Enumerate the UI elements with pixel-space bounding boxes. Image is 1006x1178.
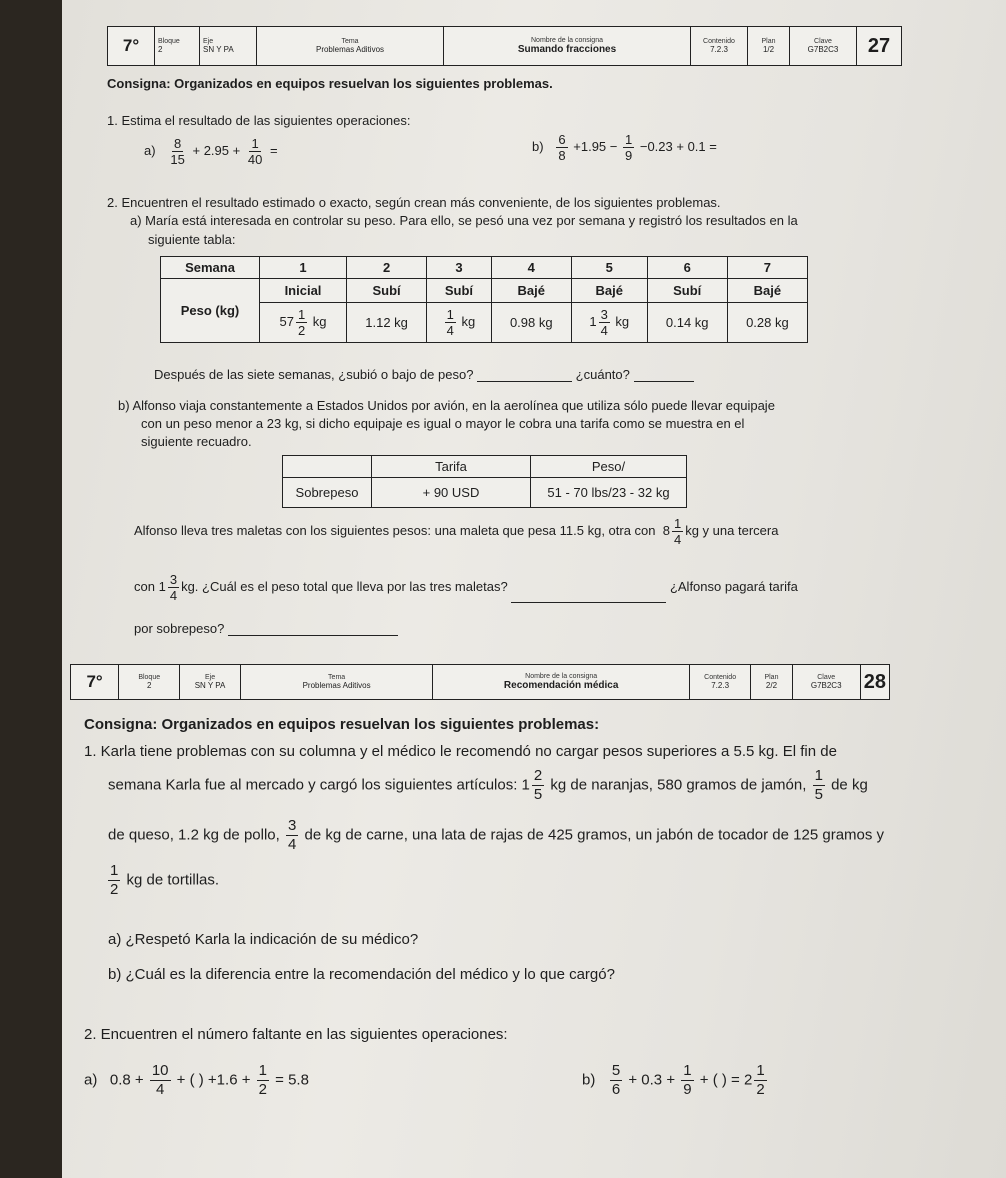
week-number: 5 — [571, 257, 647, 279]
grade-value: 7° — [122, 36, 140, 55]
sobrepeso-peso: 51 - 70 lbs/23 - 32 kg — [531, 478, 687, 508]
karla-question-a: a) ¿Respetó Karla la indicación de su médico? — [108, 931, 419, 948]
problem-2-text: 2. Encuentren el número faltante en las siguientes operaciones: — [84, 1026, 508, 1043]
denominator: 40 — [247, 152, 263, 167]
fraction — [246, 136, 264, 167]
contenido-label: Contenido — [703, 38, 735, 45]
denominator: 2 — [756, 1081, 765, 1098]
weight-question: Después de las siete semanas, ¿subió o bajo de peso? — [154, 367, 474, 382]
week-2-weight: 1.12 kg — [347, 303, 427, 343]
operation-1b — [532, 132, 717, 163]
question-2-text: 2. Encuentren el resultado estimado o exacto, según crean más conveniente, de los siguientes problemas. — [107, 195, 721, 210]
week-action: Subí — [427, 279, 492, 303]
alfonso-tarifa-question: ¿Alfonso pagará tarifa — [669, 578, 798, 594]
week-action: Subí — [647, 279, 727, 303]
fraction — [532, 767, 544, 804]
week-action: Bajé — [491, 279, 571, 303]
bloque-value: 2 — [158, 45, 163, 54]
op-2a-middle: + ( ) +1.6 + — [176, 1071, 251, 1089]
karla-text-end: de kg de carne, una lata de rajas de 425 gramos, un jabón de tocador de 125 gramos y — [304, 826, 885, 844]
numerator: 1 — [110, 862, 119, 879]
numerator: 1 — [683, 1062, 692, 1079]
week-number: 6 — [647, 257, 727, 279]
fraction — [754, 1062, 766, 1099]
op-2a-end: = 5.8 — [275, 1071, 309, 1089]
fraction — [296, 307, 307, 338]
plan-value: 2/2 — [765, 681, 778, 690]
peso-header: Peso/ — [531, 456, 687, 478]
week-3-weight — [427, 303, 492, 343]
clave-value: G7B2C3 — [807, 45, 839, 54]
karla-line1: 1. Karla tiene problemas con su columna y el médico le recomendó no cargar pesos superiores a 5.5 kg. El fin de — [84, 743, 837, 760]
karla-question-b: b) ¿Cuál es la diferencia entre la recomendación del médico y lo que cargó? — [108, 966, 615, 983]
worksheet-page — [62, 0, 1006, 1178]
op-2a-label: a) — [84, 1071, 98, 1089]
bloque-label: Bloque — [138, 674, 161, 681]
problem-2b-line3: siguiente recuadro. — [141, 434, 252, 449]
operation-1a — [144, 136, 278, 167]
op-2b-middle: + 0.3 + — [628, 1071, 676, 1089]
week-action: Inicial — [260, 279, 347, 303]
whole-part: 1 — [158, 578, 166, 594]
denominator: 4 — [673, 532, 682, 547]
unit: kg — [461, 313, 476, 329]
problem-2a-line1: a) María está interesada en controlar su peso. Para ello, se pesó una vez por semana y registró los resultados en la — [130, 213, 798, 228]
numerator: 2 — [533, 767, 543, 784]
denominator: 4 — [287, 836, 297, 853]
tarifa-header: Tarifa — [372, 456, 531, 478]
answer-blank[interactable] — [634, 381, 694, 382]
alfonso-line2 — [134, 572, 798, 603]
denominator: 4 — [446, 323, 454, 338]
contenido-label: Contenido — [704, 674, 737, 681]
op-2b-middle-2: + ( ) = 2 — [699, 1071, 753, 1089]
tema-value: Problemas Aditivos — [302, 681, 371, 690]
activity-number: 27 — [857, 27, 902, 66]
plan-label: Plan — [764, 674, 779, 681]
fraction — [286, 817, 298, 854]
unit: kg — [312, 313, 327, 329]
bloque-value: 2 — [146, 681, 152, 690]
op-2a-start: 0.8 + — [109, 1071, 144, 1089]
numerator: 10 — [151, 1062, 169, 1079]
fraction — [556, 132, 567, 163]
denominator: 4 — [600, 323, 608, 338]
fraction — [257, 1062, 269, 1099]
activity-header-28 — [70, 664, 890, 700]
eje-value: SN Y PA — [203, 45, 234, 54]
answer-blank[interactable] — [511, 602, 666, 603]
plan-value: 1/2 — [762, 45, 775, 54]
fraction — [150, 1062, 171, 1099]
contenido-value: 7.2.3 — [710, 45, 728, 54]
week-1-weight — [260, 303, 347, 343]
fraction — [672, 516, 683, 547]
karla-text-mid: kg de naranjas, 580 gramos de jamón, — [550, 776, 807, 794]
after-table-question — [154, 367, 694, 382]
consigna-2: Consigna: Organizados en equipos resuelvan los siguientes problemas: — [84, 716, 600, 733]
operation-2a — [84, 1062, 309, 1099]
clave-value: G7B2C3 — [810, 681, 842, 690]
problem-2a-line2: siguiente tabla: — [148, 232, 236, 247]
cuanto-label: ¿cuánto? — [575, 367, 630, 382]
denominator: 8 — [558, 148, 566, 163]
alfonso-text: Alfonso lleva tres maletas con los siguientes pesos: una maleta que pesa 11.5 kg, otra con — [134, 522, 656, 538]
unit: kg — [615, 313, 630, 329]
numerator: 1 — [673, 516, 682, 531]
numerator: 1 — [814, 767, 823, 784]
denominator: 5 — [814, 786, 823, 803]
tema-label: Tema — [328, 674, 346, 681]
week-5-weight — [571, 303, 647, 343]
whole-part: 57 — [279, 313, 294, 329]
grade-cell — [71, 665, 119, 700]
grade-cell — [108, 27, 155, 66]
week-action: Bajé — [571, 279, 647, 303]
alfonso-line1 — [134, 516, 778, 547]
alfonso-text-end: kg y una tercera — [685, 522, 779, 538]
fraction — [623, 132, 634, 163]
eje-value: SN Y PA — [194, 681, 226, 690]
karla-text-end: de kg — [831, 776, 868, 794]
op-1b-middle: +1.95 − — [573, 138, 618, 154]
sobrepeso-tarifa: + 90 USD — [372, 478, 531, 508]
op-1a-label: a) — [144, 142, 156, 158]
week-4-weight: 0.98 kg — [491, 303, 571, 343]
op-2b-label: b) — [582, 1071, 596, 1089]
week-number: 2 — [347, 257, 427, 279]
peso-header: Peso (kg) — [161, 279, 260, 343]
denominator: 6 — [611, 1081, 621, 1098]
fraction — [168, 572, 179, 603]
contenido-value: 7.2.3 — [711, 681, 730, 690]
numerator: 1 — [625, 132, 633, 147]
numerator: 1 — [756, 1062, 765, 1079]
numerator: 6 — [558, 132, 566, 147]
week-number: 1 — [260, 257, 347, 279]
activity-header-27 — [107, 26, 902, 66]
karla-line4 — [106, 862, 219, 899]
consigna-name: Sumando fracciones — [517, 44, 617, 55]
sobrepeso-question: por sobrepeso? — [134, 621, 225, 636]
answer-blank[interactable] — [477, 381, 572, 382]
numerator: 1 — [297, 307, 306, 322]
fraction — [445, 307, 456, 338]
fraction — [813, 767, 825, 804]
denominator: 9 — [683, 1081, 692, 1098]
denominator: 5 — [533, 786, 543, 803]
numerator: 8 — [174, 136, 182, 151]
weight-table — [160, 256, 808, 343]
answer-blank[interactable] — [228, 635, 398, 636]
week-action: Bajé — [727, 279, 807, 303]
problem-2b-line1: b) Alfonso viaja constantemente a Estados Unidos por avión, en la aerolínea que utiliza sólo puede llevar equipaje — [118, 398, 775, 413]
denominator: 2 — [110, 881, 119, 898]
week-7-weight: 0.28 kg — [727, 303, 807, 343]
denominator: 15 — [170, 152, 185, 167]
week-number: 3 — [427, 257, 492, 279]
tema-label: Tema — [341, 38, 359, 45]
numerator: 3 — [169, 572, 178, 587]
operation-2b — [582, 1062, 769, 1099]
karla-line3 — [108, 817, 884, 854]
tema-value: Problemas Aditivos — [315, 45, 385, 54]
question-1-text: 1. Estima el resultado de las siguientes operaciones: — [107, 113, 411, 128]
op-1b-label: b) — [532, 138, 544, 154]
alfonso-line3 — [134, 621, 398, 636]
week-6-weight: 0.14 kg — [647, 303, 727, 343]
grade-value: 7° — [86, 672, 103, 691]
fraction — [108, 862, 120, 899]
whole-part: 1 — [589, 313, 597, 329]
fraction — [681, 1062, 693, 1099]
fraction — [599, 307, 610, 338]
denominator: 2 — [297, 323, 306, 338]
fraction — [610, 1062, 622, 1099]
semana-header: Semana — [161, 257, 260, 279]
numerator: 3 — [287, 817, 297, 834]
numerator: 5 — [611, 1062, 621, 1079]
numerator: 3 — [600, 307, 608, 322]
fraction — [168, 136, 186, 167]
denominator: 4 — [155, 1081, 165, 1098]
plan-label: Plan — [761, 38, 776, 45]
denominator: 9 — [625, 148, 633, 163]
numerator: 1 — [251, 136, 259, 151]
tarifa-table — [282, 455, 687, 508]
clave-label: Clave — [817, 674, 836, 681]
sobrepeso-label: Sobrepeso — [283, 478, 372, 508]
alfonso-con: con — [134, 578, 155, 594]
empty-cell — [283, 456, 372, 478]
op-1a-end: = — [269, 142, 278, 158]
eje-label: Eje — [204, 674, 216, 681]
numerator: 1 — [446, 307, 454, 322]
denominator: 2 — [258, 1081, 267, 1098]
karla-text: de queso, 1.2 kg de pollo, — [108, 826, 280, 844]
week-number: 7 — [727, 257, 807, 279]
karla-text-end: kg de tortillas. — [126, 871, 220, 889]
denominator: 4 — [169, 588, 178, 603]
clave-label: Clave — [814, 38, 832, 45]
op-1b-end: −0.23 + 0.1 = — [639, 138, 717, 154]
nombre-label: Nombre de la consigna — [525, 673, 598, 680]
whole-part: 1 — [521, 776, 530, 794]
consigna-1: Consigna: Organizados en equipos resuelvan los siguientes problemas. — [107, 76, 553, 91]
karla-line2 — [108, 767, 868, 804]
op-1a-middle: + 2.95 + — [192, 142, 241, 158]
alfonso-question: kg. ¿Cuál es el peso total que lleva por las tres maletas? — [181, 578, 508, 594]
activity-number: 28 — [860, 665, 889, 700]
nombre-label: Nombre de la consigna — [531, 37, 603, 44]
problem-2b-line2: con un peso menor a 23 kg, si dicho equipaje es igual o mayor le cobra una tarifa como se muestra en el — [141, 416, 745, 431]
karla-text: semana Karla fue al mercado y cargó los siguientes artículos: — [108, 776, 518, 794]
week-action: Subí — [347, 279, 427, 303]
whole-part: 8 — [662, 522, 670, 538]
numerator: 1 — [258, 1062, 267, 1079]
consigna-name: Recomendación médica — [503, 680, 619, 691]
bloque-label: Bloque — [158, 38, 180, 45]
week-number: 4 — [491, 257, 571, 279]
eje-label: Eje — [203, 38, 214, 45]
